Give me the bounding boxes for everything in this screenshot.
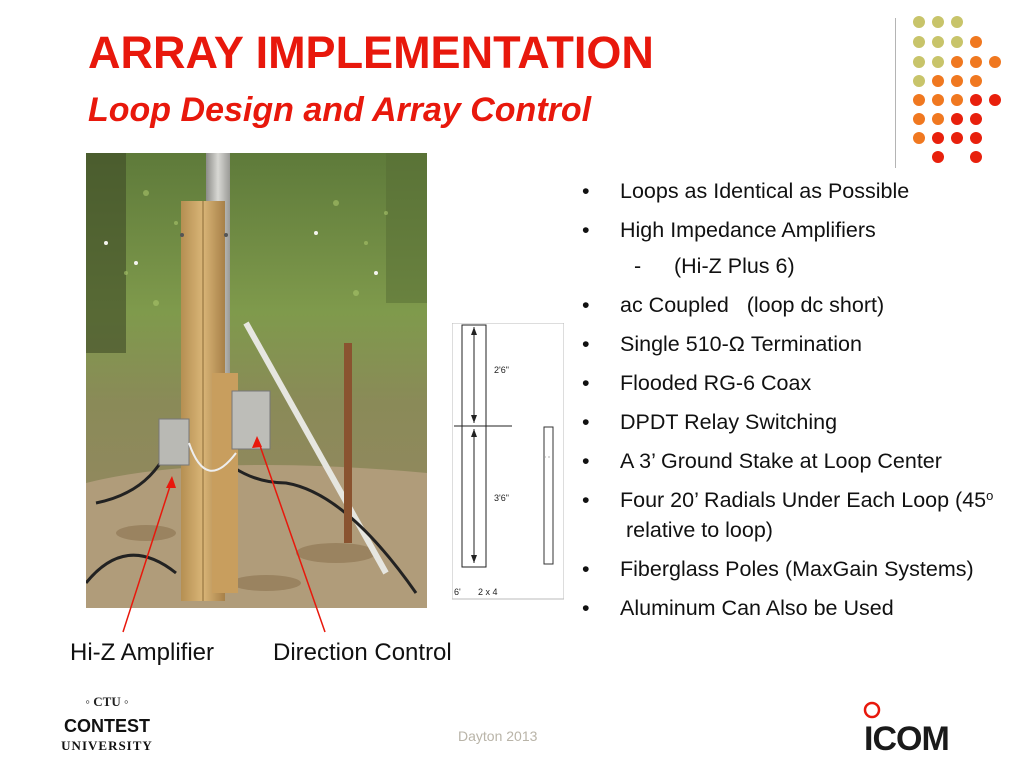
decorative-divider [895,18,896,168]
footer-text: Dayton 2013 [458,728,538,744]
list-item: • Single 510-Ω Termination [582,332,862,356]
slide-title: ARRAY IMPLEMENTATION [88,27,654,78]
caption-direction-control: Direction Control [273,639,452,666]
antenna-loop-photo [86,153,427,608]
list-item: • Flooded RG-6 Coax [582,371,812,395]
svg-text:UNIVERSITY: UNIVERSITY [61,738,153,753]
length-label: 6' [454,587,461,597]
omega-symbol: Ω [728,332,745,356]
svg-text:ICOM: ICOM [864,720,949,756]
decorative-dot-grid [904,12,1014,172]
lumber-label: 2 x 4 [478,587,498,597]
bullet-list [578,176,998,632]
slide-subtitle: Loop Design and Array Control [88,91,592,129]
list-sub-item: - (Hi-Z Plus 6) [634,254,795,278]
list-item: • A 3’ Ground Stake at Loop Center [582,449,942,473]
list-item: • High Impedance Amplifiers [582,218,876,242]
lower-dimension-label: 3'6" [494,493,509,503]
list-item: • DPDT Relay Switching [582,410,838,434]
svg-text:◦ CTU ◦: ◦ CTU ◦ [85,694,129,709]
icom-logo [860,700,980,756]
list-item: • ac Coupled (loop dc short) [582,293,885,317]
contest-university-logo [48,690,166,758]
list-item: • Four 20’ Radials Under Each Loop (45$^o$ relative to loop) [582,488,994,542]
loop-dimension-diagram [452,323,564,603]
list-item: • Loops as Identical as Possible [582,179,910,203]
caption-hi-z-amplifier: Hi-Z Amplifier [70,639,215,666]
list-item: • Aluminum Can Also be Used [582,596,894,620]
svg-text:CONTEST: CONTEST [63,716,151,736]
list-item: • Fiberglass Poles (MaxGain Systems) [582,557,974,581]
upper-dimension-label: 2'6" [494,365,509,375]
